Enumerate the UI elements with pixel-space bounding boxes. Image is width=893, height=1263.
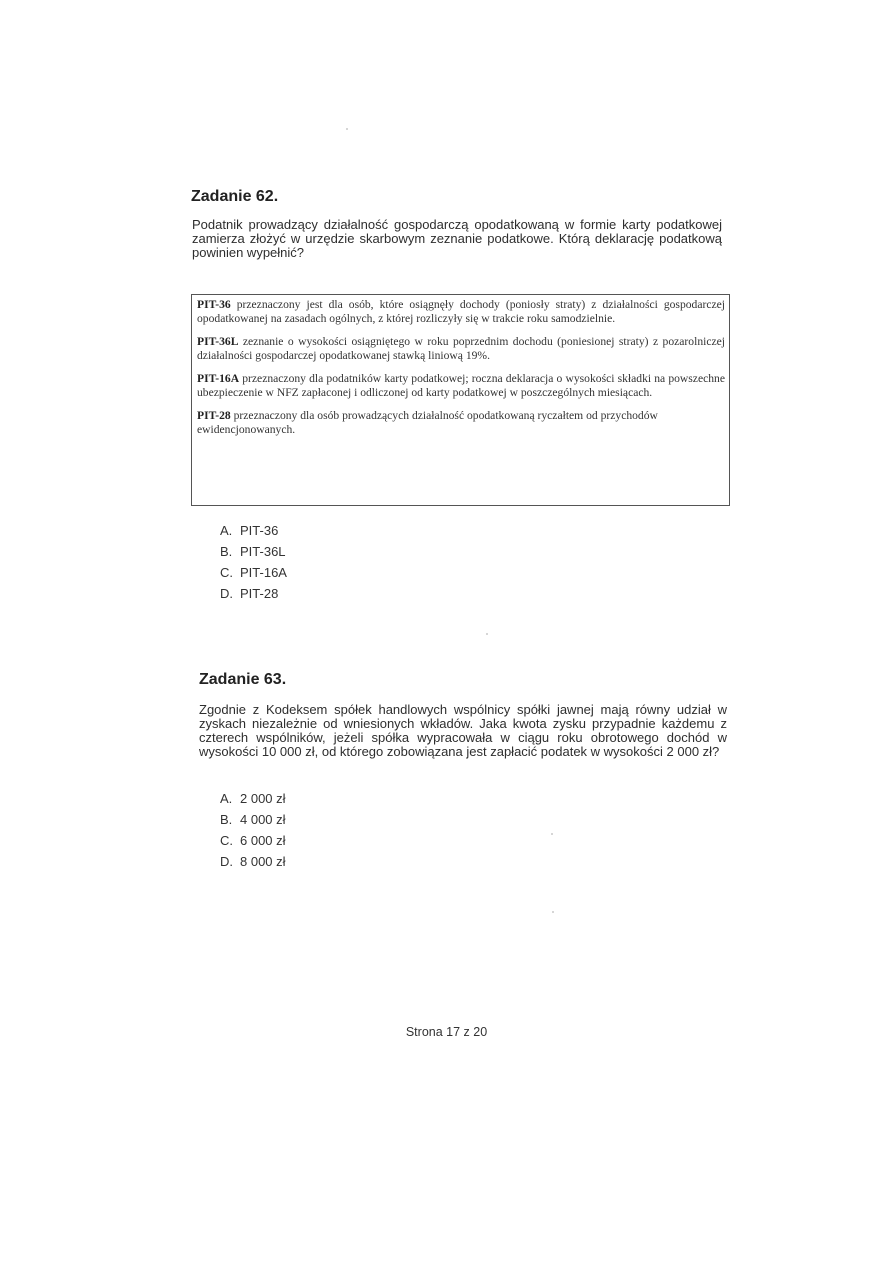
form-code: PIT-36L (197, 335, 239, 348)
answer-text: 4 000 zł (240, 812, 286, 827)
scan-speck (551, 833, 553, 835)
answer-option[interactable] (220, 541, 287, 562)
answer-text: 6 000 zł (240, 833, 286, 848)
answer-letter: A. (220, 791, 233, 806)
answer-option[interactable] (220, 788, 286, 809)
form-code: PIT-36 (197, 298, 231, 311)
answer-letter: B. (220, 812, 233, 827)
form-code: PIT-28 (197, 409, 231, 422)
form-code: PIT-16A (197, 372, 240, 385)
form-description-pit-28 (197, 409, 725, 437)
answer-letter: A. (220, 523, 233, 538)
answer-text: PIT-36 (240, 523, 279, 538)
task-63-question: Zgodnie z Kodeksem spółek handlowych wspólnicy spółki jawnej mają równy udział w zyskach niezależnie od wniesionych wkładów. Jaka kwota zysku przypadnie każdemu z czterech wspólników, jeżeli spółka wypracowała w ciągu roku obrotowego dochód w wysokości 10 000 zł, od którego zobowiązana jest zapłacić podatek w wysokości 2 000 zł? (199, 702, 727, 759)
task-62-heading: Zadanie 62. (191, 188, 279, 205)
answer-option[interactable] (220, 851, 286, 872)
task-62-question: Podatnik prowadzący działalność gospodarczą opodatkowaną w formie karty podatkowej zamierza złożyć w urzędzie skarbowym zeznanie podatkowe. Którą deklarację podatkową powinien wypełnić? (192, 217, 722, 260)
task-63-answers (220, 788, 286, 872)
answer-letter: C. (220, 565, 233, 580)
answer-option[interactable] (220, 562, 287, 583)
form-description-text: zeznanie o wysokości osiągniętego w roku poprzednim dochodu (poniesionej straty) z pozarolniczej działalności gospodarczej opodatkowanej stawką liniową 19%. (197, 335, 725, 362)
answer-letter: D. (220, 854, 233, 869)
form-description-pit-36 (197, 298, 725, 326)
answer-option[interactable] (220, 520, 287, 541)
form-description-box (191, 294, 730, 506)
task-63-heading: Zadanie 63. (199, 671, 287, 688)
answer-option[interactable] (220, 583, 287, 604)
answer-option[interactable] (220, 830, 286, 851)
form-description-pit-16a (197, 372, 725, 400)
form-description-text: przeznaczony dla podatników karty podatkowej; roczna deklaracja o wysokości składki na powszechne ubezpieczenie w NFZ zapłaconej i odliczonej od karty podatkowej w poszczególnych miesiącach. (197, 372, 725, 399)
scan-speck (486, 633, 488, 635)
answer-text: 8 000 zł (240, 854, 286, 869)
answer-option[interactable] (220, 809, 286, 830)
answer-text: PIT-28 (240, 586, 279, 601)
answer-letter: D. (220, 586, 233, 601)
answer-text: 2 000 zł (240, 791, 286, 806)
answer-letter: C. (220, 833, 233, 848)
answer-text: PIT-36L (240, 544, 286, 559)
answer-text: PIT-16A (240, 565, 287, 580)
answer-letter: B. (220, 544, 233, 559)
form-description-pit-36l (197, 335, 725, 363)
page-number: Strona 17 z 20 (405, 1025, 488, 1039)
scan-speck (346, 128, 348, 130)
task-62-answers (220, 520, 287, 604)
form-description-text: przeznaczony jest dla osób, które osiągnęły dochody (poniosły straty) z działalności gospodarczej opodatkowanej na zasadach ogólnych, z której rozliczyły się w trakcie roku samodzielnie. (197, 298, 725, 325)
scan-speck (552, 911, 554, 913)
form-description-text: przeznaczony dla osób prowadzących działalność opodatkowaną ryczałtem od przychodów ewidencjonowanych. (197, 409, 658, 436)
